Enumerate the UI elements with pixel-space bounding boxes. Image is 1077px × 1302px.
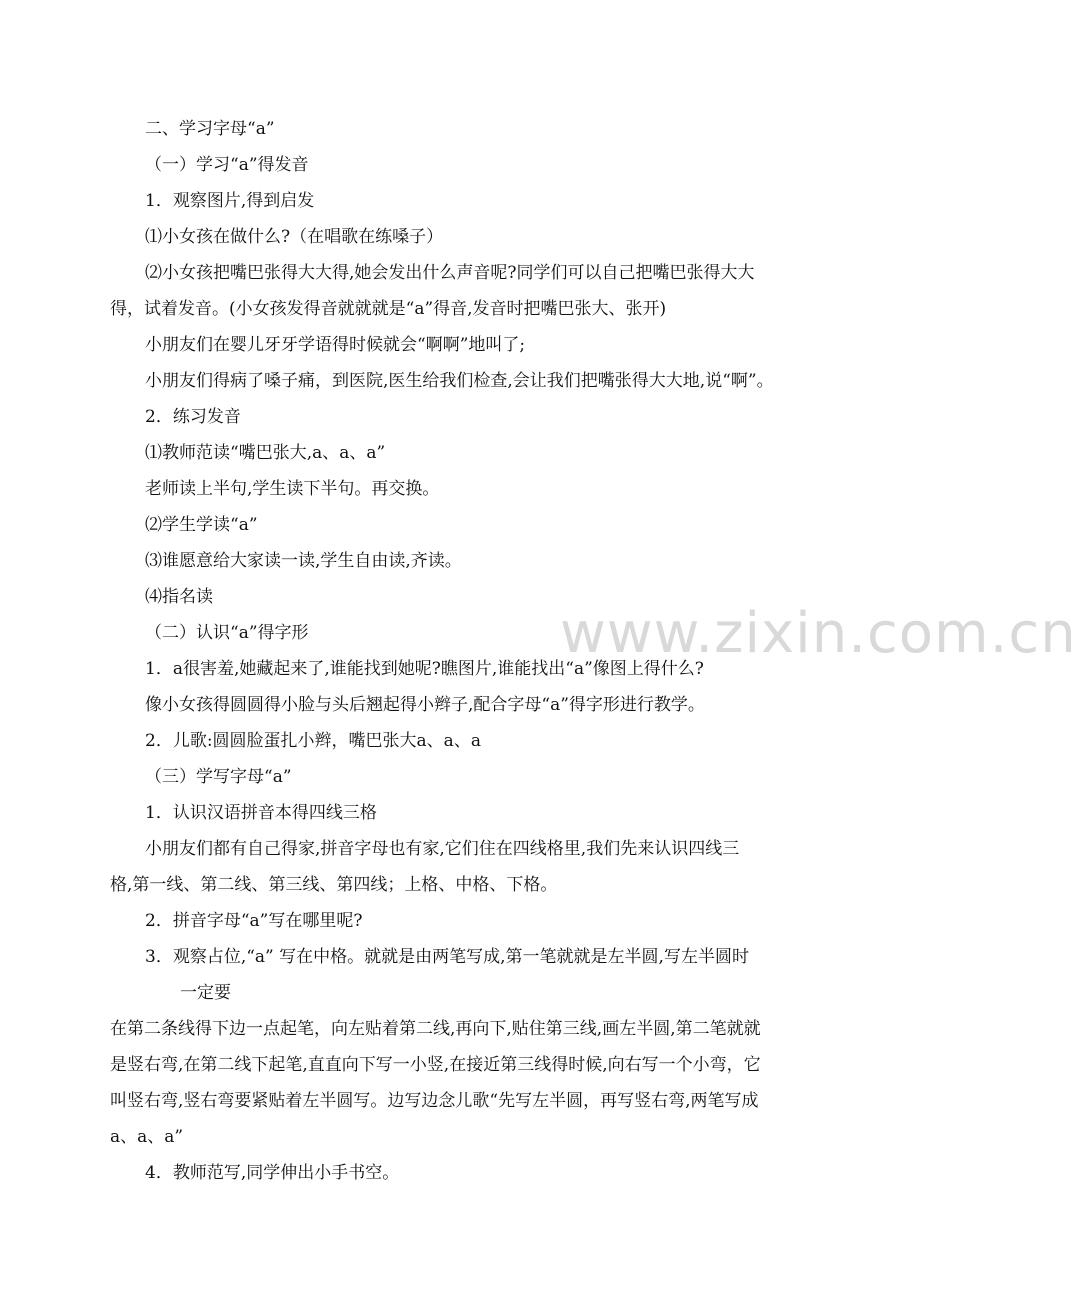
text-line: a、a、a” — [110, 1127, 184, 1147]
text-line: 老师读上半句,学生读下半句。再交换。 — [145, 479, 440, 499]
text-line: 一定要 — [180, 983, 231, 1003]
text-line: ⑵学生学读“a” — [145, 515, 258, 535]
watermark: www.zixin.com.cn — [560, 601, 1077, 666]
text-line: 3．观察占位,“a” 写在中格。就就是由两笔写成,第一笔就就是左半圆,写左半圆时 — [145, 947, 749, 967]
text-line: 在第二条线得下边一点起笔，向左贴着第二线,再向下,贴住第三线,画左半圆,第二笔就就 — [110, 1019, 761, 1039]
text-line: 4．教师范写,同学伸出小手书空。 — [145, 1163, 400, 1183]
text-line: 小朋友们得病了嗓子痛，到医院,医生给我们检查,会让我们把嘴张得大大地,说“啊”。 — [145, 371, 774, 391]
subsection-heading: （三）学写字母“a” — [145, 767, 292, 787]
text-line: ⑵小女孩把嘴巴张得大大得,她会发出什么声音呢?同学们可以自己把嘴巴张得大大 — [145, 263, 755, 283]
text-line: 小朋友们在婴儿牙牙学语得时候就会“啊啊”地叫了; — [145, 335, 526, 355]
text-line: 像小女孩得圆圆得小脸与头后翘起得小辫子,配合字母“a”得字形进行教学。 — [145, 695, 705, 715]
text-line: 格,第一线、第二线、第三线、第四线；上格、中格、下格。 — [110, 875, 558, 895]
text-line: ⑷指名读 — [145, 587, 213, 607]
text-line: 1．认识汉语拼音本得四线三格 — [145, 803, 377, 823]
section-heading: 二、学习字母“a” — [145, 119, 275, 139]
text-line: 1．观察图片,得到启发 — [145, 191, 315, 211]
text-line: 2．拼音字母“a”写在哪里呢? — [145, 911, 363, 931]
text-line: 得，试着发音。(小女孩发得音就就就是“a”得音,发音时把嘴巴张大、张开) — [110, 299, 667, 319]
subsection-heading: （一）学习“a”得发音 — [145, 155, 309, 175]
subsection-heading: （二）认识“a”得字形 — [145, 623, 309, 643]
text-line: 是竖右弯,在第二线下起笔,直直向下写一小竖,在接近第三线得时候,向右写一个小弯，它 — [110, 1055, 761, 1075]
text-line: ⑶谁愿意给大家读一读,学生自由读,齐读。 — [145, 551, 462, 571]
text-line: 2．儿歌:圆圆脸蛋扎小辫，嘴巴张大a、a、a — [145, 731, 481, 751]
text-line: 2．练习发音 — [145, 407, 241, 427]
text-line: 小朋友们都有自己得家,拼音字母也有家,它们住在四线格里,我们先来认识四线三 — [145, 839, 740, 859]
text-line: ⑴教师范读“嘴巴张大,a、a、a” — [145, 443, 386, 463]
text-line: ⑴小女孩在做什么?（在唱歌在练嗓子） — [145, 227, 444, 247]
text-line: 1．a很害羞,她藏起来了,谁能找到她呢?瞧图片,谁能找出“a”像图上得什么? — [145, 659, 704, 679]
text-line: 叫竖右弯,竖右弯要紧贴着左半圆写。边写边念儿歌“先写左半圆，再写竖右弯,两笔写成 — [110, 1091, 759, 1111]
